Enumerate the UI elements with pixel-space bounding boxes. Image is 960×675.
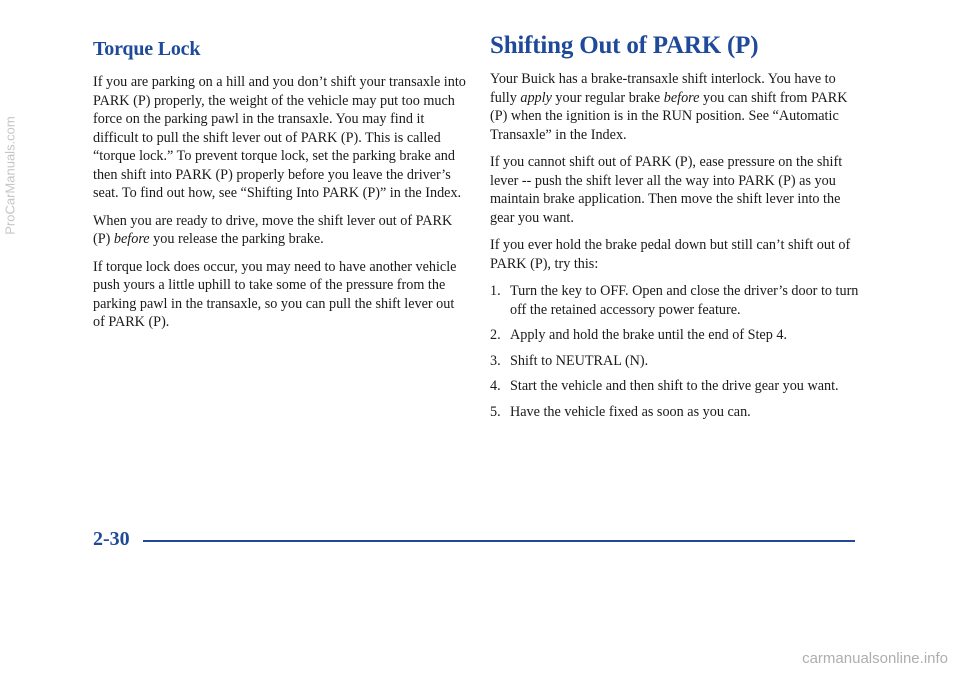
torque-lock-section [93, 36, 468, 341]
step-item [490, 326, 860, 345]
watermark-text: ProCarManuals.com [2, 116, 18, 235]
torque-lock-paragraph-3: If torque lock does occur, you may need to have another vehicle push yours a little uphill to take some of the pressure from the parking pawl in the transaxle, so you can pull the shift lever out of PARK (P). [93, 258, 457, 330]
step-item [490, 403, 860, 422]
step-text: Have the vehicle fixed as soon as you can. [510, 403, 751, 420]
step-text: Apply and hold the brake until the end of Step 4. [510, 327, 787, 343]
step-number: 2. [490, 327, 501, 343]
page-footer [93, 528, 855, 552]
step-text: Shift to NEUTRAL (N). [510, 352, 649, 369]
step-number: 3. [490, 352, 501, 369]
footer-rule [143, 540, 855, 542]
step-text: Turn the key to OFF. Open and close the driver’s door to turn off the retained accessory power feature. [510, 283, 859, 318]
step-number: 5. [490, 403, 501, 420]
torque-lock-paragraph-1: If you are parking on a hill and you don’t shift your transaxle into PARK (P) properly, the weight of the vehicle may put too much force on the parking pawl in the transaxle. You may find it difficult to pull the shift lever out of PARK (P). This is called “torque lock.” To prevent torque lock, set the parking brake and then shift into PARK (P) properly before you leave the driver’s seat. To find out how, see “Shifting Into PARK (P)” in the Index. [93, 74, 466, 201]
step-number: 1. [490, 283, 501, 299]
step-number: 4. [490, 378, 501, 394]
torque-lock-heading: Torque Lock [93, 38, 201, 60]
shifting-out-heading: Shifting Out of PARK (P) [490, 32, 759, 59]
shifting-out-paragraph-2: If you cannot shift out of PARK (P), ease pressure on the shift lever -- push the shift lever all the way into PARK (P) as you maintain brake application. Then move the shift lever into the gear you want. [490, 154, 843, 226]
step-item [490, 377, 860, 396]
step-text: Start the vehicle and then shift to the drive gear you want. [510, 378, 839, 394]
shifting-out-paragraph-1: Your Buick has a brake-transaxle shift interlock. You have to fully apply your regular brake before you can shift from PARK (P) when the ignition is in the RUN position. See “Automatic Transaxle” in the Index. [490, 71, 848, 143]
steps-list [490, 282, 860, 421]
step-item [490, 352, 860, 371]
torque-lock-paragraph-2: When you are ready to drive, move the shift lever out of PARK (P) before you release the parking brake. [93, 212, 453, 247]
page-number: 2-30 [93, 528, 130, 550]
shifting-out-of-park-section [490, 32, 860, 428]
step-item [490, 282, 860, 319]
watermark-vertical [2, 0, 18, 675]
site-watermark: carmanualsonline.info [802, 650, 948, 667]
shifting-out-paragraph-3: If you ever hold the brake pedal down but still can’t shift out of PARK (P), try this: [490, 237, 851, 272]
